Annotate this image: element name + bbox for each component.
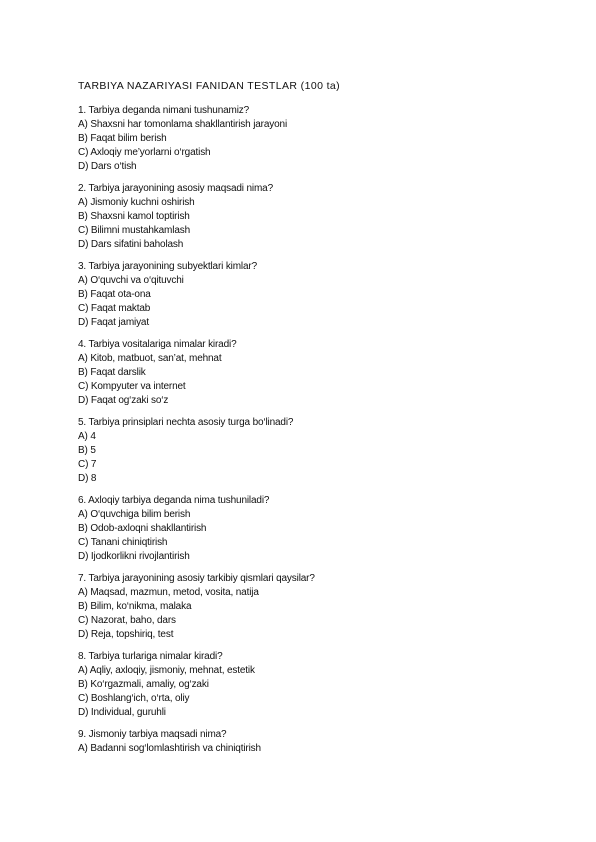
answer-option-a: A) Shaxsni har tomonlama shakllantirish jarayoni [78,119,288,130]
question-block-3 [78,260,578,330]
question-text: 1. Tarbiya deganda nimani tushunamiz? [78,105,250,116]
answer-option-b: B) 5 [78,445,96,456]
answer-option-c: C) Kompyuter va internet [78,381,186,392]
answer-option-a: A) 4 [78,431,96,442]
answer-option-d: D) Individual, guruhli [78,707,166,718]
answer-option-c: C) Axloqiy me’yorlarni o‘rgatish [78,147,211,158]
answer-option-a: A) Kitob, matbuot, san’at, mehnat [78,353,222,364]
answer-option-c: C) 7 [78,459,97,470]
answer-option-b: B) Faqat ota-ona [78,289,151,300]
answer-option-d: D) Dars sifatini baholash [78,239,184,250]
question-list [78,104,578,764]
answer-option-b: B) Ko‘rgazmali, amaliy, og‘zaki [78,679,209,690]
question-text: 5. Tarbiya prinsiplari nechta asosiy turga bo‘linadi? [78,417,294,428]
answer-option-a: A) Maqsad, mazmun, metod, vosita, natija [78,587,259,598]
question-text: 6. Axloqiy tarbiya deganda nima tushuniladi? [78,495,270,506]
question-text: 8. Tarbiya turlariga nimalar kiradi? [78,651,223,662]
answer-option-a: A) Aqliy, axloqiy, jismoniy, mehnat, estetik [78,665,255,676]
answer-option-b: B) Faqat bilim berish [78,133,167,144]
answer-option-a: A) O‘quvchiga bilim berish [78,509,191,520]
document-title: TARBIYA NAZARIYASI FANIDAN TESTLAR (100 ta) [78,80,341,92]
answer-option-d: D) 8 [78,473,97,484]
answer-option-c: C) Boshlang‘ich, o‘rta, oliy [78,693,190,704]
question-text: 7. Tarbiya jarayonining asosiy tarkibiy qismlari qaysilar? [78,573,315,584]
answer-option-d: D) Reja, topshiriq, test [78,629,174,640]
question-block-1 [78,104,578,174]
question-text: 2. Tarbiya jarayonining asosiy maqsadi nima? [78,183,273,194]
answer-option-b: B) Odob-axloqni shakllantirish [78,523,207,534]
question-block-9 [78,728,578,756]
answer-option-a: A) Badanni sog‘lomlashtirish va chiniqtirish [78,743,261,754]
answer-option-c: C) Tanani chiniqtirish [78,537,168,548]
question-text: 4. Tarbiya vositalariga nimalar kiradi? [78,339,237,350]
question-block-6 [78,494,578,564]
question-block-2 [78,182,578,252]
question-block-5 [78,416,578,486]
question-block-4 [78,338,578,408]
answer-option-a: A) Jismoniy kuchni oshirish [78,197,195,208]
question-block-7 [78,572,578,642]
question-text: 3. Tarbiya jarayonining subyektlari kimlar? [78,261,258,272]
answer-option-c: C) Bilimni mustahkamlash [78,225,190,236]
question-block-8 [78,650,578,720]
answer-option-b: B) Faqat darslik [78,367,146,378]
answer-option-b: B) Shaxsni kamol toptirish [78,211,190,222]
answer-option-d: D) Ijodkorlikni rivojlantirish [78,551,190,562]
question-text: 9. Jismoniy tarbiya maqsadi nima? [78,729,227,740]
answer-option-d: D) Faqat jamiyat [78,317,149,328]
answer-option-b: B) Bilim, ko‘nikma, malaka [78,601,192,612]
answer-option-d: D) Faqat og‘zaki so‘z [78,395,169,406]
answer-option-c: C) Nazorat, baho, dars [78,615,176,626]
answer-option-c: C) Faqat maktab [78,303,151,314]
answer-option-d: D) Dars o‘tish [78,161,137,172]
answer-option-a: A) O‘quvchi va o‘qituvchi [78,275,184,286]
